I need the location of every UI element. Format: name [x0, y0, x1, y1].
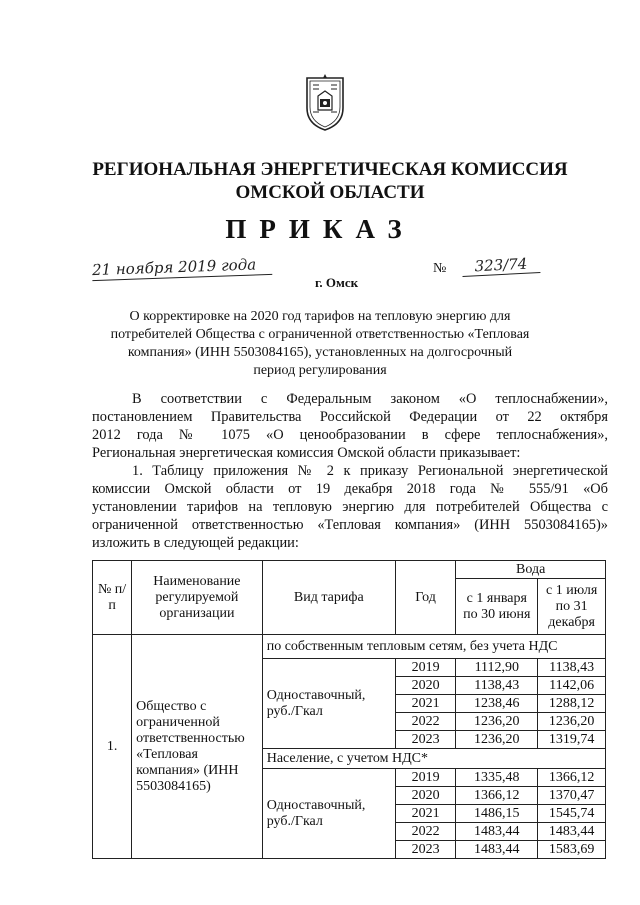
value-cell: 1583,69 [538, 841, 606, 859]
section-title: Население, с учетом НДС* [262, 749, 605, 769]
value-cell: 1288,12 [538, 695, 606, 713]
header-water: Вода [456, 561, 606, 579]
subject-line: О корректировке на 2020 год тарифов на тепловую энергию для [129, 309, 511, 324]
body-line: ограниченной ответственностью «Тепловая компания» (ИНН 5503084165)» [92, 517, 608, 533]
value-cell: 1483,44 [456, 823, 538, 841]
body-line: постановлением Правительства Российской Федерации от 22 октября [92, 409, 608, 425]
body-line: установлении тарифов на тепловую энергию для потребителей Общества с [92, 499, 608, 515]
subject-line: компания» (ИНН 5503084165), установленных на долгосрочный [127, 345, 513, 360]
value-cell: 1238,46 [456, 695, 538, 713]
document-type-title: ПРИКАЗ [225, 214, 415, 244]
value-cell: 1483,44 [538, 823, 606, 841]
value-cell: 1483,44 [456, 841, 538, 859]
year-cell: 2019 [395, 769, 455, 787]
header-num: № п/п [93, 561, 132, 635]
value-cell: 1486,15 [456, 805, 538, 823]
organization-name-line-2: ОМСКОЙ ОБЛАСТИ [235, 182, 425, 203]
number-label: № [433, 261, 447, 276]
section-title: по собственным тепловым сетям, без учета НДС [262, 635, 605, 659]
subject-line: период регулирования [253, 363, 387, 378]
handwritten-date: 21 ноября 2019 года [92, 255, 273, 281]
year-cell: 2022 [395, 713, 455, 731]
omsk-coat-of-arms-emblem [303, 72, 347, 132]
value-cell: 1138,43 [456, 677, 538, 695]
body-line: 2012 года № 1075 «О ценообразовании в сфере теплоснабжения», [92, 427, 608, 443]
year-cell: 2023 [395, 841, 455, 859]
body-line: 1. Таблицу приложения № 2 к приказу Региональной энергетической [132, 463, 608, 479]
year-cell: 2023 [395, 731, 455, 749]
value-cell: 1236,20 [456, 713, 538, 731]
value-cell: 1112,90 [456, 659, 538, 677]
body-line: Региональная энергетическая комиссия Омской области приказывает: [92, 445, 521, 461]
year-cell: 2020 [395, 677, 455, 695]
header-period-1: с 1 января по 30 июня [456, 579, 538, 635]
year-cell: 2022 [395, 823, 455, 841]
handwritten-order-number: 323/74 [462, 254, 541, 277]
value-cell: 1366,12 [538, 769, 606, 787]
organization-cell: Общество с ограниченной ответственностью «Тепловая компания» (ИНН 5503084165) [132, 635, 263, 859]
body-line: В соответствии с Федеральным законом «О теплоснабжении», [132, 391, 608, 407]
value-cell: 1366,12 [456, 787, 538, 805]
tariff-type-cell: Одноставочный, руб./Гкал [262, 769, 395, 859]
value-cell: 1236,20 [456, 731, 538, 749]
tariff-type-cell: Одноставочный, руб./Гкал [262, 659, 395, 749]
tariff-table [92, 560, 606, 859]
value-cell: 1236,20 [538, 713, 606, 731]
year-cell: 2021 [395, 695, 455, 713]
header-tariff: Вид тарифа [262, 561, 395, 635]
value-cell: 1142,06 [538, 677, 606, 695]
year-cell: 2019 [395, 659, 455, 677]
subject-line: потребителей Общества с ограниченной ответственностью «Тепловая [110, 327, 530, 342]
value-cell: 1545,74 [538, 805, 606, 823]
body-line: изложить в следующей редакции: [92, 535, 299, 551]
year-cell: 2021 [395, 805, 455, 823]
organization-name-line-1: РЕГИОНАЛЬНАЯ ЭНЕРГЕТИЧЕСКАЯ КОМИССИЯ [92, 159, 568, 180]
value-cell: 1138,43 [538, 659, 606, 677]
value-cell: 1319,74 [538, 731, 606, 749]
row-number: 1. [93, 635, 132, 859]
value-cell: 1370,47 [538, 787, 606, 805]
city-label: г. Омск [315, 275, 359, 290]
year-cell: 2020 [395, 787, 455, 805]
header-period-2: с 1 июля по 31 декабря [538, 579, 606, 635]
body-line: комиссии Омской области от 19 декабря 2018 года № 555/91 «Об [92, 481, 608, 497]
value-cell: 1335,48 [456, 769, 538, 787]
header-org: Наименование регулируемой организации [132, 561, 263, 635]
header-year: Год [395, 561, 455, 635]
